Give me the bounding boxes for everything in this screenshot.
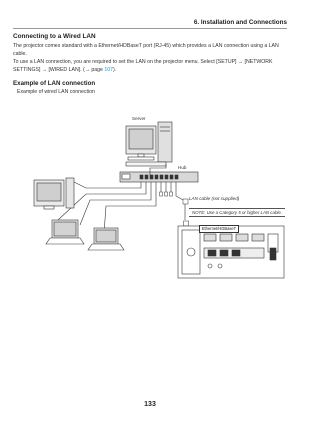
hub-illustration — [120, 172, 198, 182]
intro-paragraph: The projector comes standard with a Ethernet/HDBaseT port (RJ-45) which provides a LAN connection using a LAN cable. — [13, 43, 279, 57]
lan-cable-label: LAN cable (not supplied) — [189, 196, 240, 201]
setup-text: To use a LAN connection, you are required to set the LAN on the projector menu. Select [SETUP] → [NETWORK SETTINGS] → [WIRED LAN]. (→ page — [13, 59, 273, 73]
setup-text-end: ). — [113, 67, 117, 73]
page-link[interactable]: 107 — [104, 67, 114, 73]
rj45-plugs — [160, 192, 189, 226]
server-label: Server — [132, 116, 146, 121]
header-divider — [13, 28, 287, 29]
example-heading: Example of LAN connection — [13, 80, 96, 87]
example-caption: Example of wired LAN connection — [17, 89, 95, 95]
ethernet-port-label: Ethernet/HDBaseT — [199, 225, 239, 233]
note-text: NOTE: Use a Category 5 or higher LAN cable. — [189, 208, 285, 217]
laptop-left-illustration — [46, 220, 84, 244]
chapter-title: 6. Installation and Connections — [193, 19, 287, 26]
page-number: 133 — [144, 401, 156, 408]
lan-connection-diagram — [30, 108, 292, 288]
hub-label: Hub — [178, 165, 187, 170]
setup-paragraph — [13, 58, 289, 74]
section-heading: Connecting to a Wired LAN — [13, 33, 96, 40]
desktop-pc-illustration — [34, 178, 74, 209]
laptop-right-illustration — [88, 228, 124, 250]
projector-illustration — [178, 226, 284, 278]
server-illustration — [126, 122, 172, 166]
